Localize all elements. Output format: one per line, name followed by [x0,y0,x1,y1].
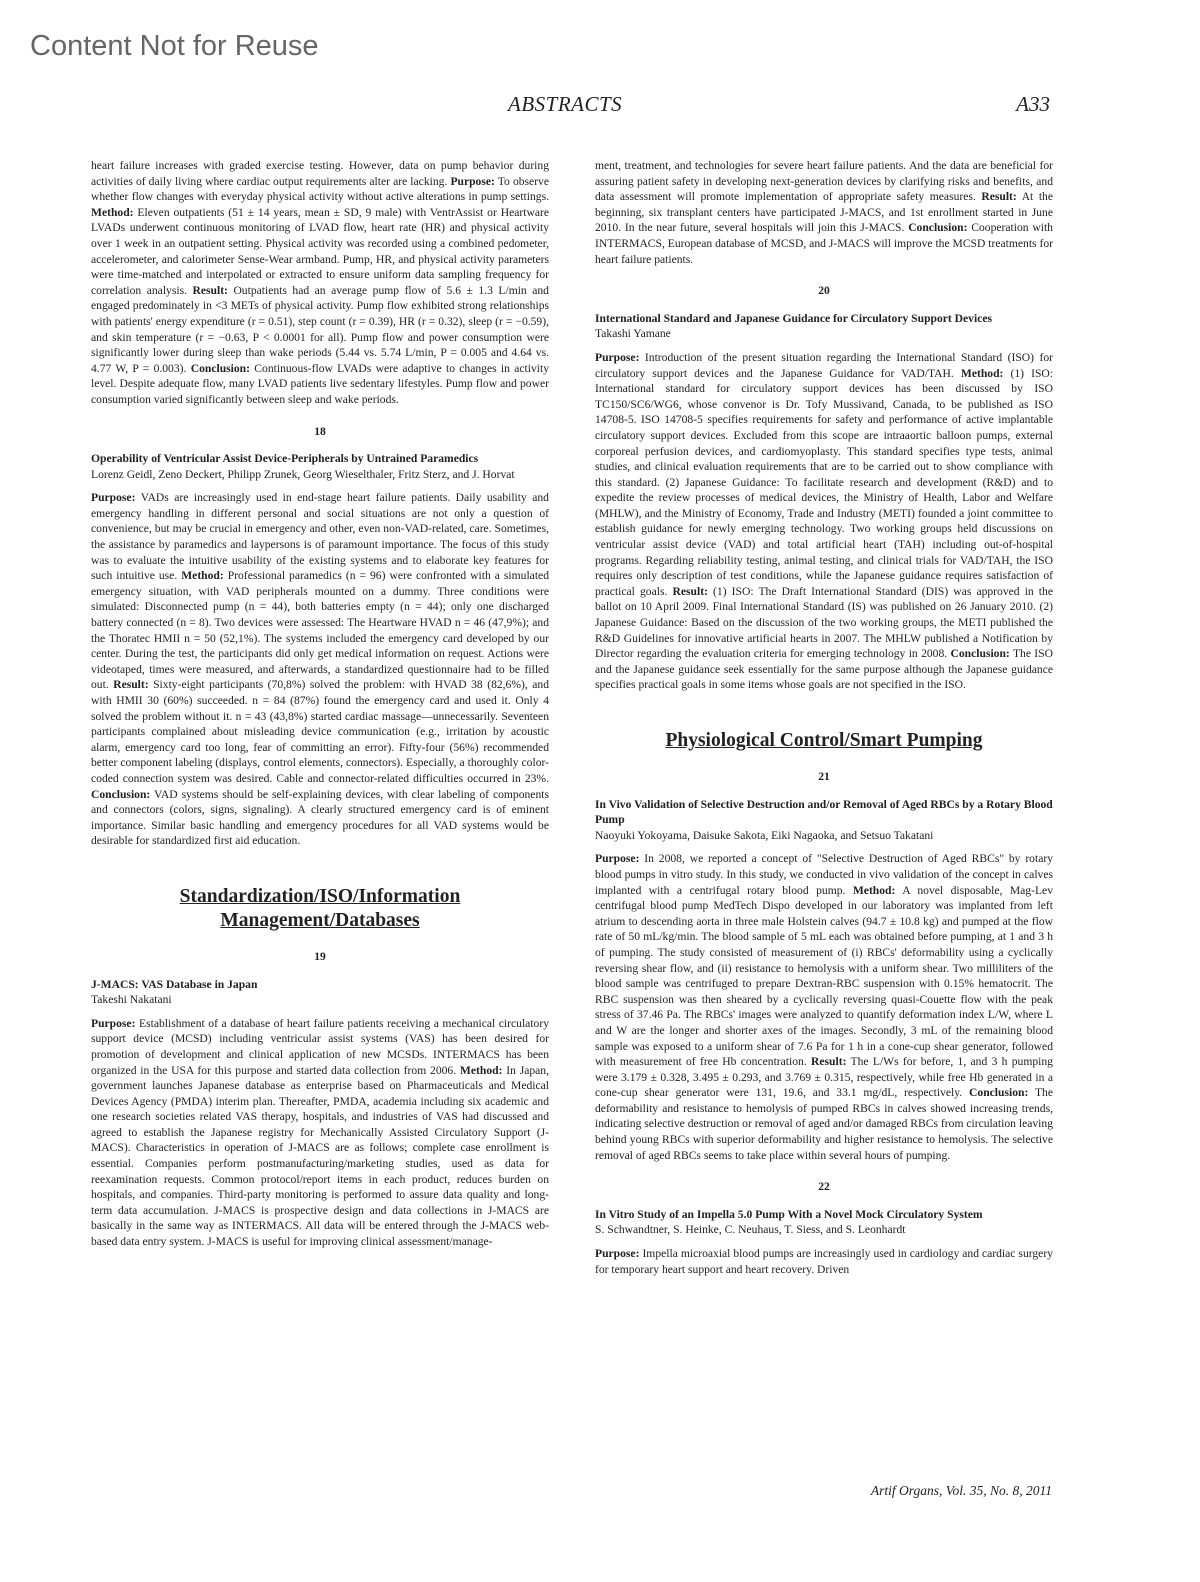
right-column [595,158,1053,1277]
abstract-authors: Takashi Yamane [595,327,671,341]
abstract-number: 19 [314,949,326,963]
abstract-17-continuation: heart failure increases with graded exercise testing. However, data on pump behavior during activities of daily living where cardiac output requirements alter are lacking. Purpose: To observe whether flow changes with everyday physical activity without active alterations in pump settings. Method: Eleven outpatients (51 ± 14 years, mean ± SD, 9 male) with VentrAssist or Heartware LVADs underwent continuous monitoring of LVAD flow, heart rate (HR) and physical activity over 1 week in an outpatient setting. Physical activity was recorded using a combined pedometer, accelerometer, and calorimeter Sense-Wear armband. Pump, HR, and physical activity parameters were time-matched and interpolated or extracted to ensure uniform data sampling frequency for correlation analysis. Result: Outpatients had an average pump flow of 5.6 ± 1.3 L/min and engaged predominately in <3 METs of physical activity. Pump flow exhibited strong relationships with patients' energy expenditure (r = 0.51), step count (r = 0.39), HR (r = 0.32), sleep (r = −0.59), and skin temperature (r = −0.63, P < 0.0001 for all). Pump flow and power consumption were significantly lower during sleep than wake periods (5.44 vs. 5.74 L/min, P = 0.005 and 4.64 vs. 4.77 W, P = 0.003). Conclusion: Continuous-flow LVADs were adaptive to changes in activity level. Despite adequate flow, many LVAD patients live sedentary lifestyles. Pump flow and power consumption varied significantly between sleep and wake periods. [91,159,549,406]
abstract-body: Purpose: Introduction of the present situation regarding the International Standard (ISO) for circulatory support devices and the Japanese Guidance for VAD/TAH. Method: (1) ISO: International standard for circulatory support devices has been discussed by ISO TC150/SC6/WG6, whose convenor is Dr. Tofy Mussivand, Canada, to be published as ISO 14708-5. ISO 14708-5 specifies requirements for safety and performance of active implantable circulatory support devices. Excluded from this scope are intraaortic balloon pumps, external corporeal perfusion devices, and cardiomyoplasty. This standard specifies type tests, animal studies, and clinical evaluation requirements that are to be carried out to show compliance with this standard. (2) Japanese Guidance: To facilitate research and development (R&D) and to expedite the review processes of medical devices, the Ministry of Health, Labor and Welfare (MHLW), and the Ministry of Economy, Trade and Industry (METI) founded a joint committee to establish guidance for newly emerging technology. Two working groups held discussions on ventricular assist device (VAD) and total artificial heart (TAH) including out-of-hospital programs. Regarding reliability testing, animal testing, and clinical trials for VAD/TAH, the ISO requires only description of test conditions, while the Japanese guidance requires satisfaction of practical goals. Result: (1) ISO: The Draft International Standard (DIS) was approved in the ballot on 10 April 2009. Final International Standard (IS) was published on 26 January 2010. (2) Japanese Guidance: Based on the discussion of the two working groups, the METI published the R&D Guidelines for innovative artificial hearts in 2007. The MHLW published a Notification by Director regarding the evaluation criteria for emerging technology in 2008. Conclusion: The ISO and the Japanese guidance seek essentially for the same purpose although the Japanese guidance specifies practical goals in some items whose goals are not specified in the ISO. [595,350,1053,692]
abstract-title: In Vitro Study of an Impella 5.0 Pump With a Novel Mock Circulatory System [595,1207,983,1221]
abstract-body: Purpose: VADs are increasingly used in end-stage heart failure patients. Daily usability and emergency handling in different personal and social situations are not only a question of convenience, but may be crucial in emergency and other, even non-VAD-related, care. Sometimes, the assistance by paramedics and laypersons is of paramount importance. The focus of this study was to evaluate the intuitive usability of the existing systems and to elaborate key features for such intuitive use. Method: Professional paramedics (n = 96) were confronted with a simulated emergency situation, with VAD peripherals mounted on a dummy. Three conditions were simulated: Disconnected pump (n = 44), both batteries empty (n = 44); only one discharged battery connected (n = 8). Two devices were assessed: The Heartware HVAD n = 46 (47,9%); and the Thoratec HMII n = 50 (52,1%). The systems included the emergency card developed by our center. During the test, the participants did only get medical information on request. Actions were videotaped, times were measured, and afterwards, a standardized questionnaire had to be filled out. Result: Sixty-eight participants (70,8%) solved the problem: with HVAD 38 (82,6%), and with HMII 30 (60%) succeeded. n = 84 (87%) found the emergency card and used it. Only 4 solved the problem without it. n = 43 (43,8%) started cardiac massage—unnecessarily. Seventeen participants complained about misleading device communication (e.g., irritation by acoustic alarm, emergency card too long, fear of committing an error). Fifty-four (56%) recommended better component labeling (displays, control elements, connectors). Especially, a thoroughly color-coded connection system was desired. Cable and connector-related difficulties occurred in 23%. Conclusion: VAD systems should be self-explaining devices, with clear labeling of components and connectors (colors, signs, signaling). A clearly structured emergency card is of eminent importance. Similar basic handling and emergency procedures for all VAD systems would be desirable for standardized first aid education. [91,491,549,848]
section-heading: Physiological Control/Smart Pumping [665,730,983,751]
abstract-body: Purpose: In 2008, we reported a concept of "Selective Destruction of Aged RBCs" by rotary blood pumps in vitro study. In this study, we conducted in vivo validation of the concept in calves implanted with a centrifugal rotary blood pump. Method: A novel disposable, Mag-Lev centrifugal blood pump MedTech Dispo developed in our laboratory was implanted from left atrium to descending aorta in three male Holstein calves (94.7 ± 10.8 kg) and pumped at the flow rate of 50 mL/kg/min. The blood sample of 5 mL each was obtained before pumping, at 1 and 3 h of pumping. The study consisted of measurement of (i) RBCs' deformability using a cyclically reversing shear flow, and (ii) resistance to hemolysis with a uniform shear. Two milliliters of the blood sample was centrifuged to prepare Dextran-RBC suspension with 0.15% hematocrit. The RBC suspension was then sheared by a cyclically reversing quasi-Couette flow with the peak stress of 37.46 Pa. The RBCs' images were analyzed to quantify deformation index L/W, where L and W are the longer and shorter axes of the images. Secondly, 3 mL of the remaining blood sample was exposed to a uniform shear of 7.6 Pa for 1 h in a cone-cup shear generator, followed with measurement of free Hb concentration. Result: The L/Ws for before, 1, and 3 h pumping were 3.179 ± 0.328, 3.495 ± 0.293, and 3.769 ± 0.315, respectively, while free Hb generated in a cone-cup shear generator were 131, 19.6, and 33.1 mg/dL, respectively. Conclusion: The deformability and resistance to hemolysis of pumped RBCs in calves showed increasing trends, indicating selective destruction or removal of aged and/or damaged RBCs from circulation leaving behind young RBCs with superior deformability and higher resistance to hemolysis. The selective removal of aged RBCs seems to take place within several hours of pumping. [595,852,1053,1162]
abstract-number: 22 [818,1180,830,1194]
left-column [91,158,549,1250]
abstract-title: Operability of Ventricular Assist Device-Peripherals by Untrained Paramedics [91,452,479,466]
abstract-authors: Naoyuki Yokoyama, Daisuke Sakota, Eiki Nagaoka, and Setsuo Takatani [595,828,934,842]
abstract-authors: Takeshi Nakatani [91,993,172,1007]
page-number: A33 [1016,92,1050,116]
abstract-title: In Vivo Validation of Selective Destruction and/or Removal of Aged RBCs by a Rotary Blood Pump [595,797,1053,827]
abstract-22 [595,1179,1053,1277]
abstract-20 [595,283,1053,693]
abstract-21 [595,769,1053,1163]
abstract-number: 18 [314,424,326,438]
abstract-authors: S. Schwandtner, S. Heinke, C. Neuhaus, T. Siess, and S. Leonhardt [595,1223,906,1237]
section-heading: Standardization/ISO/Information Management/Databases [179,885,461,931]
abstract-19 [91,949,549,1250]
abstract-title: International Standard and Japanese Guidance for Circulatory Support Devices [595,311,993,325]
abstract-body: Purpose: Impella microaxial blood pumps are increasingly used in cardiology and cardiac surgery for temporary heart support and heart recovery. Driven [595,1247,1053,1276]
running-head: ABSTRACTS [508,92,623,116]
abstract-authors: Lorenz Geidl, Zeno Deckert, Philipp Zrunek, Georg Wieselthaler, Fritz Sterz, and J. Horvat [91,467,515,481]
abstract-body: Purpose: Establishment of a database of heart failure patients receiving a mechanical circulatory support device (MCSD) including ventricular assist systems (VAS) has been desired for promotion of development and clinical application of new MCSDs. INTERMACS has been organized in the USA for this purpose and started data collection from 2006. Method: In Japan, government launches Japanese database as enterprise based on Pharmaceuticals and Medical Devices Agency (PMDA) interim plan. Thereafter, PMDA, academia including six academic and one research societies related VAS therapy, hospitals, and industries of VAS had discussed and agreed to establish the Japanese registry for Mechanically Assisted Circulatory Support (J-MACS). Characteristics in operation of J-MACS are as follows; complete case enrollment is essential. Companies perform postmanufacturing/marketing studies, used as data for reexamination requests. Common protocol/report items in each product, reduces burden on hospitals, and companies. Third-party monitoring is performed to assure data quality and long-term data accumulation. J-MACS is prospective design and data collections in J-MACS are basically in the same way as INTERMACS. All data will be entered through the J-MACS web-based data entry system. J-MACS is useful for improving clinical assessment/manage- [91,1016,550,1249]
abstract-19-continuation: ment, treatment, and technologies for severe heart failure patients. And the data are beneficial for assuring patient safety in developing next-generation devices by clarifying risks and benefits, and data assessment will promote implementation of appropriate safety measures. Result: At the beginning, six transplant centers have participated J-MACS, and 1st enrollment started in June 2010. In the near future, several hospitals will join this J-MACS. Conclusion: Cooperation with INTERMACS, European database of MCSD, and J-MACS will improve the MCSD treatments for heart failure patients. [595,159,1053,266]
journal-citation: Artif Organs, Vol. 35, No. 8, 2011 [870,1483,1052,1498]
watermark: Content Not for Reuse [30,30,319,62]
abstract-18 [91,424,549,849]
abstract-number: 20 [818,284,830,298]
abstract-title: J-MACS: VAS Database in Japan [91,977,258,991]
abstract-number: 21 [818,770,830,783]
